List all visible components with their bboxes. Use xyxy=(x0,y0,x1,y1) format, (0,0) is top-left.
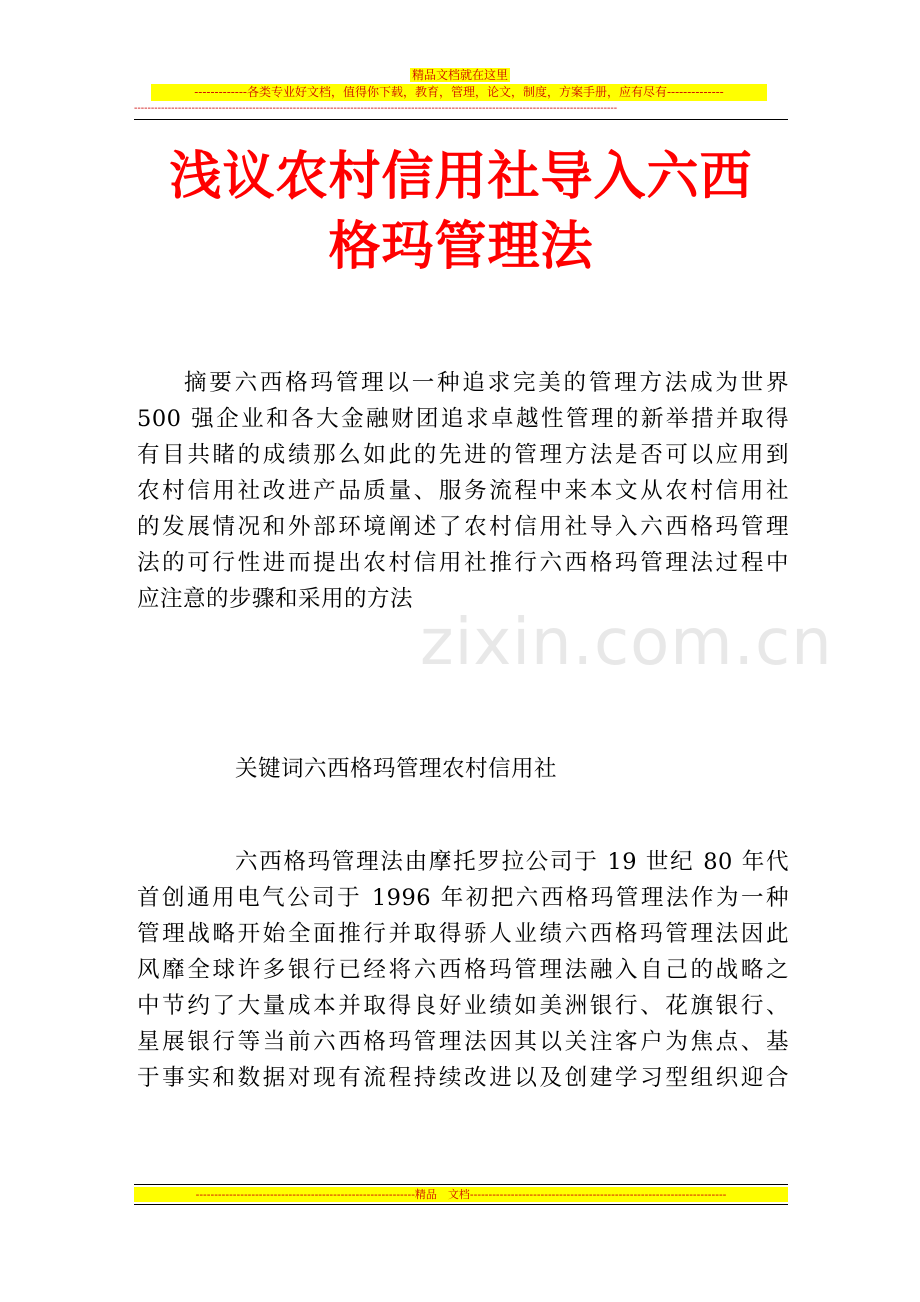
header-dash-line: ----------------------------------------------------------------------------------------------------------------------------------------------- xyxy=(134,103,618,114)
body-line: 于事实和数据对现有流程持续改进以及创建学习型组织迎合 xyxy=(137,1065,789,1091)
header-banner: -------------各类专业好文档，值得你下载，教育，管理，论文，制度，方案手册，应有尽有-------------- xyxy=(151,84,767,101)
body-line: 管理战略开始全面推行并取得骄人业绩六西格玛管理法因此 xyxy=(137,921,789,947)
abstract-line: 有目共睹的成绩那么如此的先进的管理方法是否可以应用到 xyxy=(137,442,789,468)
footer-rule-bottom xyxy=(134,1204,788,1205)
keywords-line: 关键词六西格玛管理农村信用社 xyxy=(235,756,558,782)
title-line-1: 浅议农村信用社导入六西 xyxy=(169,147,753,207)
abstract-line: 应注意的步骤和采用的方法 xyxy=(137,586,414,612)
body-line: 首创通用电气公司于 1996 年初把六西格玛管理法作为一种 xyxy=(137,885,789,911)
body-line: 中节约了大量成本并取得良好业绩如美洲银行、花旗银行、 xyxy=(137,993,789,1019)
abstract-line: 法的可行性进而提出农村信用社推行六西格玛管理法过程中 xyxy=(137,550,789,576)
body-paragraph xyxy=(137,844,789,1096)
body-line: 风靡全球许多银行已经将六西格玛管理法融入自己的战略之 xyxy=(137,957,789,983)
watermark: zixin.com.cn xyxy=(420,606,833,680)
abstract-line: 500 强企业和各大金融财团追求卓越性管理的新举措并取得 xyxy=(137,406,789,432)
title-line-2: 格玛管理法 xyxy=(328,217,594,277)
document-title xyxy=(134,142,788,282)
body-line: 六西格玛管理法由摩托罗拉公司于 19 世纪 80 年代 xyxy=(235,849,789,875)
footer-banner: -----------------------------------------------------------精品 文档--------------------------------------------------------------------- xyxy=(134,1187,788,1202)
header-rule xyxy=(134,119,788,120)
footer-rule-top xyxy=(134,1184,788,1185)
abstract-paragraph xyxy=(137,365,789,617)
body-line: 星展银行等当前六西格玛管理法因其以关注客户为焦点、基 xyxy=(137,1029,789,1055)
keywords-paragraph xyxy=(137,751,789,787)
abstract-line: 摘要六西格玛管理以一种追求完美的管理方法成为世界 xyxy=(184,370,789,396)
abstract-line: 农村信用社改进产品质量、服务流程中来本文从农村信用社 xyxy=(137,478,789,504)
header-top-label xyxy=(0,66,920,83)
abstract-line: 的发展情况和外部环境阐述了农村信用社导入六西格玛管理 xyxy=(137,514,789,540)
header-top-label-text: 精品文档就在这里 xyxy=(411,68,508,82)
